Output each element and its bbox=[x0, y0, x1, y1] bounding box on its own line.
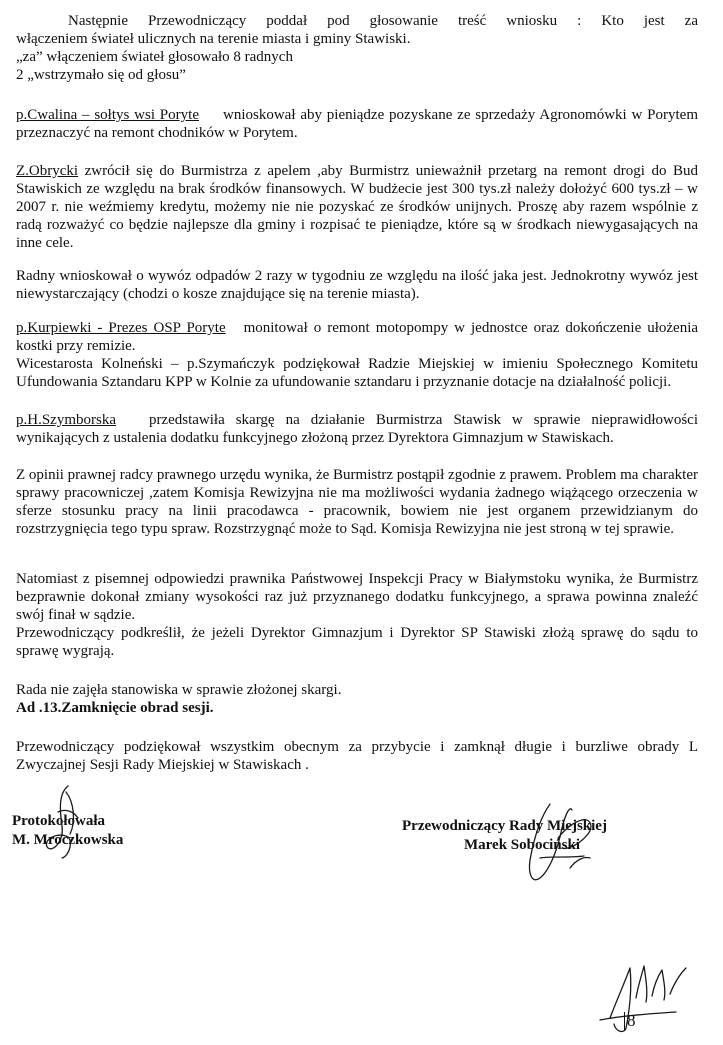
signature-role: Protokołowała bbox=[12, 813, 106, 829]
text-line: włączeniem świateł ulicznych na terenie miasta i gminy Stawiski. bbox=[16, 31, 411, 47]
paragraph-cwalina bbox=[16, 106, 698, 142]
paragraph-vote-motion bbox=[16, 12, 698, 48]
speaker-name: Z.Obrycki bbox=[16, 163, 79, 179]
text-line: Następnie Przewodniczący poddał pod głosowanie treść wniosku : Kto jest za bbox=[68, 13, 698, 29]
paragraph-text: wnioskował aby pieniądze pozyskane ze sprzedaży Agronomówki w Porytem przeznaczyć na remont chodników w Porytem. bbox=[16, 107, 699, 141]
page-number: 8 bbox=[624, 1012, 636, 1030]
handwritten-signature-recorder bbox=[40, 782, 90, 862]
speaker-name: p.Kurpiewki - Prezes OSP Poryte bbox=[16, 320, 226, 336]
signature-role: Przewodniczący Rady Miejskiej bbox=[402, 818, 607, 834]
paragraph-text: Natomiast z pisemnej odpowiedzi prawnika Państwowej Inspekcji Pracy w Białymstoku wynika, że Burmistrz bezprawnie dokonał zmiany wysokości raz już przyznanego dodatku funkcyjnego, a sprawa powinna znaleźć swój finał w sądzie. bbox=[16, 571, 698, 623]
paragraph-text: zwrócił się do Burmistrza z apelem ,aby Burmistrz unieważnił przetarg na remont drogi do Bud Stawiskich ze względu na brak środków finansowych. W budżecie jest 300 tys.zł należy dołożyć 600 tys.zł – w 2007 r. nie weźmiemy kredytu, możemy nie nie pozyskać ze środków unijnych. Proszę aby razem wspólnie z radą rozważyć co będzie najlepsze dla gminy i rozpisać te pieniądze, które są w środkach niewygasających na inne cele. bbox=[16, 163, 699, 251]
paragraph-wicestarosta bbox=[16, 355, 698, 391]
paragraph-chairman-remark bbox=[16, 624, 698, 660]
handwritten-initials bbox=[596, 958, 692, 1036]
vote-for-line: „za” włączeniem świateł głosowało 8 radnych bbox=[16, 49, 293, 65]
speaker-name: p.Cwalina – sołtys wsi Poryte bbox=[16, 107, 199, 123]
handwritten-signature-chairman bbox=[510, 798, 600, 893]
paragraph-legal-opinion bbox=[16, 466, 698, 538]
speaker-name: p.H.Szymborska bbox=[16, 412, 116, 428]
paragraph-kurpiewki bbox=[16, 319, 698, 355]
paragraph-text: Rada nie zajęła stanowiska w sprawie złożonej skargi. bbox=[16, 682, 342, 698]
paragraph-text: przedstawiła skargę na działanie Burmistrza Stawisk w sprawie nieprawidłowości wynikających z ustalenia dodatku funkcyjnego złożoną przez Dyrektora Gimnazjum w Stawiskach. bbox=[16, 412, 698, 446]
paragraph-text: Przewodniczący podziękował wszystkim obecnym za przybycie i zamknął długie i burzliwe obrady L Zwyczajnej Sesji Rady Miejskiej w Stawiskach . bbox=[16, 739, 698, 773]
paragraph-council-position bbox=[16, 681, 698, 699]
section-heading: Ad .13.Zamknięcie obrad sesji. bbox=[16, 700, 214, 716]
paragraph-obrycki bbox=[16, 162, 698, 252]
paragraph-text: Z opinii prawnej radcy prawnego urzędu wynika, że Burmistrz postąpił zgodnie z prawem. Problem ma charakter sprawy pracowniczej ,zatem Komisja Rewizyjna nie ma możliwości wydania żadnego wiążącego orzeczenia w sferze stosunku pracy na linii pracodawca - pracownik, bowiem nie jest organem przewidzianym do rozstrzygnięcia tego typu spraw. Rozstrzygnąć może to Sąd. Komisja Rewizyjna nie jest stroną w tej sprawie. bbox=[16, 467, 698, 537]
paragraph-text: Radny wnioskował o wywóz odpadów 2 razy w tygodniu ze względu na ilość jaka jest. Jednokrotny wywóz jest niewystarczający (chodzi o kosze znajdujące się na terenie miasta). bbox=[16, 268, 698, 302]
paragraph-closing bbox=[16, 738, 698, 774]
signature-name: Marek Sobociński bbox=[464, 837, 580, 853]
vote-results bbox=[16, 48, 698, 84]
signature-name: M. Mroczkowska bbox=[12, 832, 124, 848]
paragraph-szymborska bbox=[16, 411, 698, 447]
vote-abstain-line: 2 „wstrzymało się od głosu” bbox=[16, 67, 186, 83]
paragraph-pip-opinion bbox=[16, 570, 698, 624]
paragraph-waste-removal bbox=[16, 267, 698, 303]
paragraph-text: monitował o remont motopompy w jednostce oraz dokończenie ułożenia kostki przy remizie. bbox=[16, 320, 699, 354]
paragraph-text: Przewodniczący podkreślił, że jeżeli Dyrektor Gimnazjum i Dyrektor SP Stawiski złożą sprawę do sądu to sprawę wygrają. bbox=[16, 625, 698, 659]
paragraph-text: Wicestarosta Kolneński – p.Szymańczyk podziękował Radzie Miejskiej w imieniu Społecznego Komitetu Ufundowania Sztandaru KPP w Kolnie za ufundowanie sztandaru i przyznanie dotacje na działalność policji. bbox=[16, 356, 698, 390]
